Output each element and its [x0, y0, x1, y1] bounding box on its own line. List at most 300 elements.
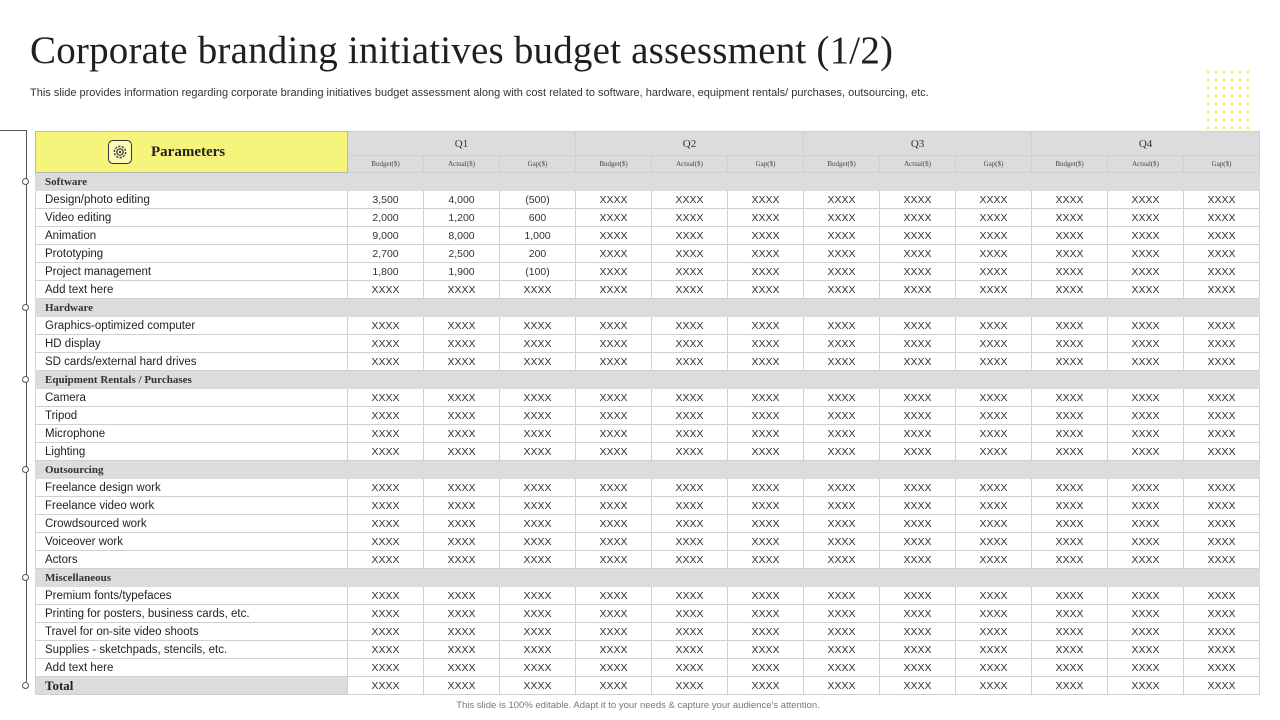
row-label: Video editing	[36, 209, 348, 227]
value-cell: XXXX	[880, 389, 956, 407]
value-cell: XXXX	[956, 587, 1032, 605]
value-cell: XXXX	[424, 317, 500, 335]
value-cell: XXXX	[956, 281, 1032, 299]
row-label: Freelance video work	[36, 497, 348, 515]
value-cell: XXXX	[880, 623, 956, 641]
value-cell: XXXX	[880, 497, 956, 515]
value-cell: 4,000	[424, 191, 500, 209]
value-cell: 2,700	[348, 245, 424, 263]
row-label: Lighting	[36, 443, 348, 461]
value-cell: XXXX	[880, 335, 956, 353]
value-cell: XXXX	[728, 641, 804, 659]
value-cell: XXXX	[576, 407, 652, 425]
value-cell: XXXX	[652, 335, 728, 353]
value-cell: XXXX	[1184, 533, 1260, 551]
value-cell: XXXX	[652, 425, 728, 443]
row-label: Freelance design work	[36, 479, 348, 497]
value-cell: XXXX	[1108, 587, 1184, 605]
value-cell: XXXX	[1032, 623, 1108, 641]
value-cell: XXXX	[424, 641, 500, 659]
subheader-cell: Budget($)	[576, 156, 652, 173]
value-cell: XXXX	[500, 317, 576, 335]
value-cell: XXXX	[652, 407, 728, 425]
value-cell: XXXX	[880, 227, 956, 245]
parameters-label: Parameters	[151, 143, 226, 160]
table-row	[36, 245, 1260, 263]
table-row	[36, 407, 1260, 425]
subheader-cell: Budget($)	[1032, 156, 1108, 173]
value-cell: XXXX	[956, 533, 1032, 551]
value-cell: XXXX	[728, 407, 804, 425]
value-cell: XXXX	[652, 353, 728, 371]
value-cell: XXXX	[1108, 335, 1184, 353]
value-cell: XXXX	[576, 317, 652, 335]
value-cell: XXXX	[652, 641, 728, 659]
total-value-cell: XXXX	[956, 677, 1032, 695]
table-row	[36, 317, 1260, 335]
value-cell: XXXX	[956, 479, 1032, 497]
section-row	[36, 461, 1260, 479]
value-cell: XXXX	[500, 479, 576, 497]
value-cell: XXXX	[424, 623, 500, 641]
value-cell: XXXX	[880, 407, 956, 425]
table-row	[36, 191, 1260, 209]
value-cell: XXXX	[348, 443, 424, 461]
value-cell: XXXX	[576, 515, 652, 533]
value-cell: 1,000	[500, 227, 576, 245]
value-cell: XXXX	[1108, 497, 1184, 515]
value-cell: XXXX	[424, 587, 500, 605]
value-cell: XXXX	[500, 353, 576, 371]
value-cell: XXXX	[500, 623, 576, 641]
value-cell: XXXX	[500, 641, 576, 659]
value-cell: XXXX	[348, 497, 424, 515]
value-cell: XXXX	[348, 317, 424, 335]
value-cell: XXXX	[1108, 623, 1184, 641]
value-cell: XXXX	[956, 623, 1032, 641]
value-cell: XXXX	[728, 605, 804, 623]
value-cell: XXXX	[880, 245, 956, 263]
quarter-header: Q3	[804, 132, 1032, 156]
value-cell: XXXX	[348, 605, 424, 623]
budget-table	[35, 131, 1260, 695]
value-cell: XXXX	[1108, 425, 1184, 443]
timeline-marker	[22, 304, 29, 311]
value-cell: XXXX	[424, 533, 500, 551]
total-value-cell: XXXX	[804, 677, 880, 695]
value-cell: XXXX	[956, 263, 1032, 281]
value-cell: XXXX	[1032, 209, 1108, 227]
row-label: Design/photo editing	[36, 191, 348, 209]
value-cell: XXXX	[1184, 335, 1260, 353]
value-cell: XXXX	[956, 191, 1032, 209]
total-value-cell: XXXX	[880, 677, 956, 695]
value-cell: 3,500	[348, 191, 424, 209]
value-cell: XXXX	[424, 605, 500, 623]
section-row	[36, 299, 1260, 317]
value-cell: XXXX	[1184, 659, 1260, 677]
value-cell: XXXX	[652, 389, 728, 407]
value-cell: XXXX	[652, 659, 728, 677]
total-value-cell: XXXX	[1108, 677, 1184, 695]
value-cell: XXXX	[880, 605, 956, 623]
value-cell: XXXX	[348, 533, 424, 551]
value-cell: XXXX	[348, 515, 424, 533]
row-label: Project management	[36, 263, 348, 281]
timeline-line	[26, 130, 27, 682]
value-cell: XXXX	[1184, 263, 1260, 281]
subheader-cell: Actual($)	[424, 156, 500, 173]
value-cell: XXXX	[804, 191, 880, 209]
value-cell: XXXX	[1032, 659, 1108, 677]
value-cell: (100)	[500, 263, 576, 281]
value-cell: XXXX	[500, 425, 576, 443]
value-cell: XXXX	[728, 443, 804, 461]
value-cell: XXXX	[500, 407, 576, 425]
value-cell: XXXX	[956, 641, 1032, 659]
value-cell: XXXX	[348, 389, 424, 407]
value-cell: XXXX	[1184, 227, 1260, 245]
section-row	[36, 173, 1260, 191]
total-value-cell: XXXX	[1184, 677, 1260, 695]
value-cell: XXXX	[956, 497, 1032, 515]
value-cell: XXXX	[424, 497, 500, 515]
value-cell: XXXX	[956, 317, 1032, 335]
value-cell: XXXX	[1032, 497, 1108, 515]
value-cell: XXXX	[1032, 551, 1108, 569]
table-row	[36, 281, 1260, 299]
value-cell: XXXX	[880, 587, 956, 605]
value-cell: XXXX	[1108, 407, 1184, 425]
row-label: Graphics-optimized computer	[36, 317, 348, 335]
value-cell: XXXX	[956, 659, 1032, 677]
total-value-cell: XXXX	[500, 677, 576, 695]
value-cell: XXXX	[1108, 479, 1184, 497]
value-cell: XXXX	[348, 353, 424, 371]
quarter-header-row	[36, 132, 1260, 156]
value-cell: XXXX	[500, 533, 576, 551]
value-cell: XXXX	[348, 641, 424, 659]
value-cell: XXXX	[1108, 317, 1184, 335]
subheader-cell: Budget($)	[348, 156, 424, 173]
value-cell: XXXX	[728, 263, 804, 281]
value-cell: XXXX	[500, 605, 576, 623]
table-row	[36, 263, 1260, 281]
row-label: Microphone	[36, 425, 348, 443]
value-cell: XXXX	[1032, 335, 1108, 353]
value-cell: XXXX	[1184, 587, 1260, 605]
section-row	[36, 569, 1260, 587]
value-cell: XXXX	[576, 623, 652, 641]
total-value-cell: XXXX	[728, 677, 804, 695]
value-cell: XXXX	[728, 587, 804, 605]
value-cell: 200	[500, 245, 576, 263]
value-cell: XXXX	[652, 281, 728, 299]
total-label: Total	[36, 677, 348, 695]
timeline-marker	[22, 178, 29, 185]
row-label: Prototyping	[36, 245, 348, 263]
value-cell: XXXX	[728, 335, 804, 353]
value-cell: XXXX	[1184, 191, 1260, 209]
value-cell: XXXX	[1032, 533, 1108, 551]
value-cell: XXXX	[1184, 641, 1260, 659]
value-cell: XXXX	[804, 353, 880, 371]
value-cell: XXXX	[1108, 263, 1184, 281]
value-cell: XXXX	[652, 245, 728, 263]
value-cell: XXXX	[576, 209, 652, 227]
value-cell: XXXX	[1032, 353, 1108, 371]
value-cell: XXXX	[348, 659, 424, 677]
value-cell: 1,800	[348, 263, 424, 281]
section-label: Equipment Rentals / Purchases	[36, 371, 1260, 389]
value-cell: XXXX	[576, 335, 652, 353]
value-cell: XXXX	[804, 515, 880, 533]
value-cell: XXXX	[956, 551, 1032, 569]
subheader-cell: Gap($)	[1184, 156, 1260, 173]
value-cell: 1,900	[424, 263, 500, 281]
value-cell: XXXX	[804, 407, 880, 425]
value-cell: XXXX	[1108, 353, 1184, 371]
table-row	[36, 515, 1260, 533]
value-cell: XXXX	[804, 533, 880, 551]
value-cell: XXXX	[804, 263, 880, 281]
value-cell: XXXX	[652, 209, 728, 227]
value-cell: XXXX	[652, 533, 728, 551]
value-cell: XXXX	[348, 479, 424, 497]
row-label: Travel for on-site video shoots	[36, 623, 348, 641]
timeline-marker	[22, 574, 29, 581]
subheader-cell: Actual($)	[652, 156, 728, 173]
value-cell: 2,000	[348, 209, 424, 227]
value-cell: XXXX	[576, 479, 652, 497]
timeline-marker	[22, 376, 29, 383]
value-cell: XXXX	[804, 209, 880, 227]
subheader-cell: Gap($)	[956, 156, 1032, 173]
row-label: HD display	[36, 335, 348, 353]
value-cell: XXXX	[576, 425, 652, 443]
value-cell: XXXX	[1184, 515, 1260, 533]
gear-icon	[108, 140, 132, 164]
table-row	[36, 209, 1260, 227]
value-cell: XXXX	[576, 641, 652, 659]
value-cell: XXXX	[880, 425, 956, 443]
value-cell: XXXX	[424, 515, 500, 533]
value-cell: XXXX	[348, 587, 424, 605]
total-value-cell: XXXX	[424, 677, 500, 695]
value-cell: XXXX	[880, 533, 956, 551]
table-row	[36, 605, 1260, 623]
value-cell: XXXX	[500, 587, 576, 605]
value-cell: XXXX	[804, 623, 880, 641]
value-cell: XXXX	[804, 551, 880, 569]
value-cell: XXXX	[880, 263, 956, 281]
value-cell: XXXX	[1184, 407, 1260, 425]
value-cell: XXXX	[880, 479, 956, 497]
value-cell: XXXX	[652, 623, 728, 641]
value-cell: XXXX	[804, 659, 880, 677]
value-cell: XXXX	[652, 605, 728, 623]
total-value-cell: XXXX	[576, 677, 652, 695]
value-cell: XXXX	[1032, 425, 1108, 443]
total-value-cell: XXXX	[1032, 677, 1108, 695]
value-cell: XXXX	[424, 425, 500, 443]
value-cell: XXXX	[1108, 515, 1184, 533]
value-cell: XXXX	[1108, 533, 1184, 551]
row-label: Printing for posters, business cards, etc.	[36, 605, 348, 623]
value-cell: XXXX	[728, 659, 804, 677]
value-cell: XXXX	[956, 335, 1032, 353]
timeline-marker	[22, 682, 29, 689]
value-cell: XXXX	[424, 407, 500, 425]
value-cell: XXXX	[880, 209, 956, 227]
value-cell: XXXX	[956, 515, 1032, 533]
value-cell: XXXX	[576, 353, 652, 371]
value-cell: XXXX	[652, 443, 728, 461]
value-cell: XXXX	[652, 497, 728, 515]
value-cell: XXXX	[1032, 281, 1108, 299]
value-cell: 2,500	[424, 245, 500, 263]
value-cell: XXXX	[576, 659, 652, 677]
value-cell: XXXX	[728, 389, 804, 407]
value-cell: XXXX	[1184, 209, 1260, 227]
value-cell: XXXX	[424, 335, 500, 353]
value-cell: XXXX	[880, 443, 956, 461]
value-cell: XXXX	[424, 281, 500, 299]
row-label: Tripod	[36, 407, 348, 425]
value-cell: XXXX	[1108, 551, 1184, 569]
value-cell: 600	[500, 209, 576, 227]
value-cell: XXXX	[1184, 605, 1260, 623]
total-value-cell: XXXX	[348, 677, 424, 695]
value-cell: XXXX	[1032, 191, 1108, 209]
value-cell: XXXX	[652, 191, 728, 209]
row-label: Supplies - sketchpads, stencils, etc.	[36, 641, 348, 659]
subheader-cell: Gap($)	[500, 156, 576, 173]
quarter-header: Q1	[348, 132, 576, 156]
value-cell: XXXX	[576, 263, 652, 281]
value-cell: XXXX	[1108, 659, 1184, 677]
value-cell: XXXX	[1184, 479, 1260, 497]
value-cell: XXXX	[1032, 641, 1108, 659]
table-row	[36, 497, 1260, 515]
value-cell: XXXX	[652, 227, 728, 245]
value-cell: XXXX	[1032, 479, 1108, 497]
value-cell: XXXX	[1032, 227, 1108, 245]
value-cell: XXXX	[500, 515, 576, 533]
value-cell: XXXX	[500, 443, 576, 461]
value-cell: XXXX	[728, 515, 804, 533]
value-cell: XXXX	[956, 425, 1032, 443]
value-cell: XXXX	[728, 209, 804, 227]
value-cell: XXXX	[1184, 389, 1260, 407]
value-cell: XXXX	[804, 641, 880, 659]
value-cell: XXXX	[1184, 245, 1260, 263]
timeline-marker	[22, 466, 29, 473]
value-cell: 8,000	[424, 227, 500, 245]
table-row	[36, 389, 1260, 407]
value-cell: XXXX	[1184, 353, 1260, 371]
value-cell: XXXX	[880, 191, 956, 209]
table-row	[36, 659, 1260, 677]
table-row	[36, 623, 1260, 641]
value-cell: XXXX	[728, 551, 804, 569]
value-cell: XXXX	[1108, 209, 1184, 227]
row-label: Voiceover work	[36, 533, 348, 551]
value-cell: XXXX	[576, 533, 652, 551]
timeline-top-line	[0, 130, 27, 131]
value-cell: XXXX	[1108, 227, 1184, 245]
table-row	[36, 443, 1260, 461]
value-cell: XXXX	[500, 389, 576, 407]
value-cell: XXXX	[652, 263, 728, 281]
value-cell: XXXX	[652, 317, 728, 335]
value-cell: XXXX	[576, 587, 652, 605]
value-cell: XXXX	[956, 605, 1032, 623]
table-row	[36, 353, 1260, 371]
value-cell: XXXX	[728, 623, 804, 641]
subheader-cell: Gap($)	[728, 156, 804, 173]
section-row	[36, 371, 1260, 389]
value-cell: XXXX	[804, 497, 880, 515]
section-label: Miscellaneous	[36, 569, 1260, 587]
value-cell: XXXX	[576, 497, 652, 515]
value-cell: XXXX	[652, 551, 728, 569]
value-cell: XXXX	[652, 515, 728, 533]
table-row	[36, 425, 1260, 443]
value-cell: XXXX	[956, 227, 1032, 245]
value-cell: XXXX	[1032, 515, 1108, 533]
value-cell: XXXX	[804, 587, 880, 605]
value-cell: XXXX	[576, 389, 652, 407]
value-cell: XXXX	[1108, 281, 1184, 299]
value-cell: XXXX	[500, 281, 576, 299]
value-cell: XXXX	[1184, 623, 1260, 641]
subheader-cell: Budget($)	[804, 156, 880, 173]
value-cell: XXXX	[880, 353, 956, 371]
value-cell: XXXX	[804, 605, 880, 623]
value-cell: XXXX	[1032, 605, 1108, 623]
value-cell: XXXX	[1108, 389, 1184, 407]
value-cell: XXXX	[956, 443, 1032, 461]
value-cell: XXXX	[728, 353, 804, 371]
value-cell: XXXX	[728, 533, 804, 551]
value-cell: XXXX	[728, 317, 804, 335]
value-cell: XXXX	[956, 407, 1032, 425]
value-cell: XXXX	[348, 281, 424, 299]
value-cell: (500)	[500, 191, 576, 209]
value-cell: XXXX	[1184, 497, 1260, 515]
value-cell: XXXX	[728, 479, 804, 497]
value-cell: XXXX	[728, 425, 804, 443]
row-label: SD cards/external hard drives	[36, 353, 348, 371]
value-cell: XXXX	[1184, 317, 1260, 335]
page-title: Corporate branding initiatives budget assessment (1/2)	[30, 29, 894, 72]
value-cell: XXXX	[804, 281, 880, 299]
row-label: Camera	[36, 389, 348, 407]
value-cell: XXXX	[1184, 425, 1260, 443]
value-cell: XXXX	[804, 227, 880, 245]
parameters-header	[36, 132, 348, 173]
table-row	[36, 479, 1260, 497]
value-cell: XXXX	[1108, 605, 1184, 623]
value-cell: XXXX	[576, 245, 652, 263]
subheader-cell: Actual($)	[1108, 156, 1184, 173]
value-cell: XXXX	[1108, 245, 1184, 263]
decorative-dot-grid	[1204, 68, 1250, 138]
value-cell: XXXX	[728, 191, 804, 209]
table-row	[36, 227, 1260, 245]
row-label: Crowdsourced work	[36, 515, 348, 533]
